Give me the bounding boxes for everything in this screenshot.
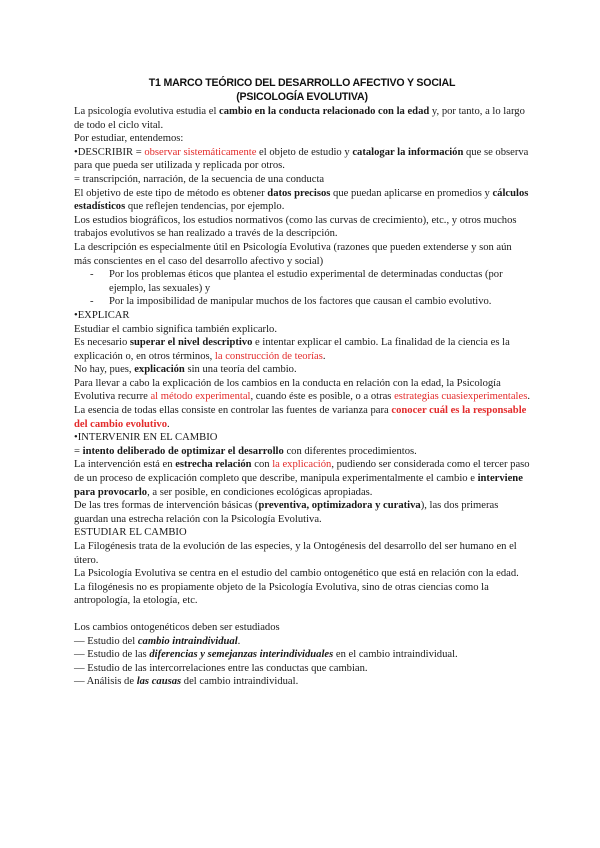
text-run: con bbox=[251, 459, 273, 471]
red-run: al método experimental bbox=[150, 391, 251, 403]
paragraph bbox=[74, 187, 530, 214]
bold-run: preventiva, optimizadora y curativa bbox=[258, 500, 421, 512]
bold-run: superar el nivel descriptivo bbox=[129, 337, 253, 349]
text-run: , pudiendo ser considerada como el tercer paso de un proceso de explicación completo que describe, manipula experimentalmente el cambio e bbox=[74, 459, 530, 485]
text-run: El objetivo de este tipo de método es obtener bbox=[74, 187, 268, 199]
bold-italic-run: diferencias y semejanzas interindividuales bbox=[149, 649, 334, 661]
paragraph: Los cambios ontogenéticos deben ser estudiados bbox=[74, 621, 280, 633]
reasons-list bbox=[74, 268, 530, 309]
text-run: Para llevar a cabo la explicación de los cambios en la conducta en relación con la edad, la Psicología Evolutiva recurre bbox=[74, 377, 501, 403]
text-run: y, por tanto, a lo largo de todo el ciclo vital. bbox=[74, 106, 525, 131]
describir-paragraph bbox=[74, 146, 530, 173]
list-item bbox=[74, 268, 530, 295]
paragraph bbox=[74, 336, 530, 363]
bold-run: intento deliberado de optimizar el desarrollo bbox=[82, 445, 284, 457]
bold-run: cálculos estadísticos bbox=[74, 187, 529, 213]
list-item-text: Por los problemas éticos que plantea el estudio experimental de determinadas conductas (por ejemplo, las sexuales) y bbox=[109, 269, 503, 294]
list-item-text: Por la imposibilidad de manipular muchos de los factores que causan el cambio evolutivo. bbox=[109, 296, 492, 308]
text-run: en el cambio intraindividual. bbox=[333, 649, 458, 661]
blank-line bbox=[74, 608, 530, 621]
text-run: •DESCRIBIR = bbox=[74, 146, 145, 158]
paragraph: Por estudiar, entendemos: bbox=[74, 133, 184, 145]
paragraph bbox=[74, 499, 530, 526]
bold-run: interviene para provocarlo bbox=[74, 473, 523, 498]
bold-run: datos precisos bbox=[267, 187, 331, 199]
document-page bbox=[74, 76, 530, 689]
paragraph: La filogénesis no es propiamente objeto de la Psicología Evolutiva, sino de otras ciencias como la antropología, la etología, etc. bbox=[74, 581, 489, 607]
bold-italic-run: cambio intraindividual bbox=[137, 635, 238, 647]
paragraph bbox=[74, 363, 530, 377]
bold-italic-run: las causas bbox=[136, 676, 182, 688]
text-run: con diferentes procedimientos. bbox=[283, 445, 417, 457]
intro-paragraph bbox=[74, 105, 530, 132]
red-run: observar sistemáticamente bbox=[144, 146, 257, 158]
text-run: e intentar explicar el cambio. La finalidad de la ciencia es la explicación o, en otros términos, bbox=[74, 337, 510, 362]
section-heading-explicar: •EXPLICAR bbox=[74, 309, 130, 321]
paragraph: La descripción es especialmente útil en Psicología Evolutiva (razones que pueden extenderse y son aún más conscientes en el caso del desarrollo afectivo y social) bbox=[74, 241, 512, 267]
text-run: La esencia de todas ellas consiste en controlar las fuentes de varianza para bbox=[74, 405, 392, 417]
bold-run: explicación bbox=[134, 364, 185, 376]
paragraph: La Filogénesis trata de la evolución de las especies, y la Ontogénesis del desarrollo del ser humano en el útero. bbox=[74, 541, 517, 566]
text-run: . bbox=[237, 635, 241, 647]
text-run: el objeto de estudio y bbox=[256, 146, 353, 158]
bold-run: estrecha relación bbox=[175, 459, 252, 471]
text-run: — Estudio de las bbox=[74, 649, 150, 661]
text-run: — Análisis de bbox=[74, 676, 137, 688]
document-title: T1 MARCO TEÓRICO DEL DESARROLLO AFECTIVO Y SOCIAL bbox=[148, 77, 456, 89]
paragraph bbox=[74, 404, 530, 431]
paragraph: = transcripción, narración, de la secuencia de una conducta bbox=[74, 173, 325, 185]
text-run: — Estudio de las intercorrelaciones entre las conductas que cambian. bbox=[74, 662, 368, 674]
text-run: que se observa para que pueda ser utilizada y replicada por otros. bbox=[74, 146, 529, 172]
dash-bullet: - bbox=[90, 269, 94, 281]
bold-run: cambio en la conducta relacionado con la edad bbox=[219, 106, 430, 117]
paragraph bbox=[74, 445, 530, 459]
text-run: . bbox=[167, 418, 170, 430]
paragraph bbox=[74, 458, 530, 499]
text-run: — Estudio del bbox=[74, 635, 138, 647]
red-run: estrategias cuasiexperimentales bbox=[394, 391, 528, 403]
text-run: ), las dos primeras guardan una estrecha relación con la Psicología Evolutiva. bbox=[74, 500, 499, 525]
list-item bbox=[74, 635, 530, 649]
text-run: sin una teoría del cambio. bbox=[184, 364, 297, 376]
text-run: . bbox=[322, 350, 326, 362]
text-run: , cuando éste es posible, o a otras bbox=[250, 391, 395, 403]
paragraph: Los estudios biográficos, los estudios normativos (como las curvas de crecimiento), etc., y otros muchos trabajos evolutivos se han realizado a través de la descripción. bbox=[74, 214, 517, 240]
text-run: La intervención está en bbox=[74, 459, 176, 471]
document-subtitle: (PSICOLOGÍA EVOLUTIVA) bbox=[236, 91, 368, 103]
studies-list bbox=[74, 635, 530, 689]
text-run: Es necesario bbox=[74, 337, 130, 349]
section-heading-estudiar: ESTUDIAR EL CAMBIO bbox=[74, 527, 187, 539]
list-item bbox=[74, 648, 530, 662]
text-run: . bbox=[527, 391, 530, 403]
text-run: De las tres formas de intervención básicas ( bbox=[74, 500, 259, 512]
list-item bbox=[74, 295, 530, 309]
red-bold-run: conocer cuál es la responsable del cambio evolutivo bbox=[74, 405, 527, 430]
red-run: la construcción de teorías bbox=[214, 350, 323, 362]
text-run: , a ser posible, en condiciones ecológicas apropiadas. bbox=[147, 486, 373, 498]
text-run: que puedan aplicarse en promedios y bbox=[330, 187, 493, 199]
text-run: No hay, pues, bbox=[74, 364, 135, 376]
red-run: la explicación bbox=[272, 459, 332, 471]
list-item bbox=[74, 662, 530, 676]
bold-run: catalogar la información bbox=[352, 146, 464, 158]
paragraph bbox=[74, 377, 530, 404]
text-run: que reflejen tendencias, por ejemplo. bbox=[125, 201, 285, 213]
dash-bullet: - bbox=[90, 296, 94, 308]
paragraph: Estudiar el cambio significa también explicarlo. bbox=[74, 323, 277, 335]
text-run: La psicología evolutiva estudia el bbox=[74, 106, 220, 117]
paragraph: La Psicología Evolutiva se centra en el estudio del cambio ontogenético que está en relación con la edad. bbox=[74, 568, 519, 580]
section-heading-intervenir: •INTERVENIR EN EL CAMBIO bbox=[74, 432, 218, 444]
list-item bbox=[74, 675, 530, 689]
text-run: = bbox=[74, 445, 83, 457]
text-run: del cambio intraindividual. bbox=[181, 676, 299, 688]
